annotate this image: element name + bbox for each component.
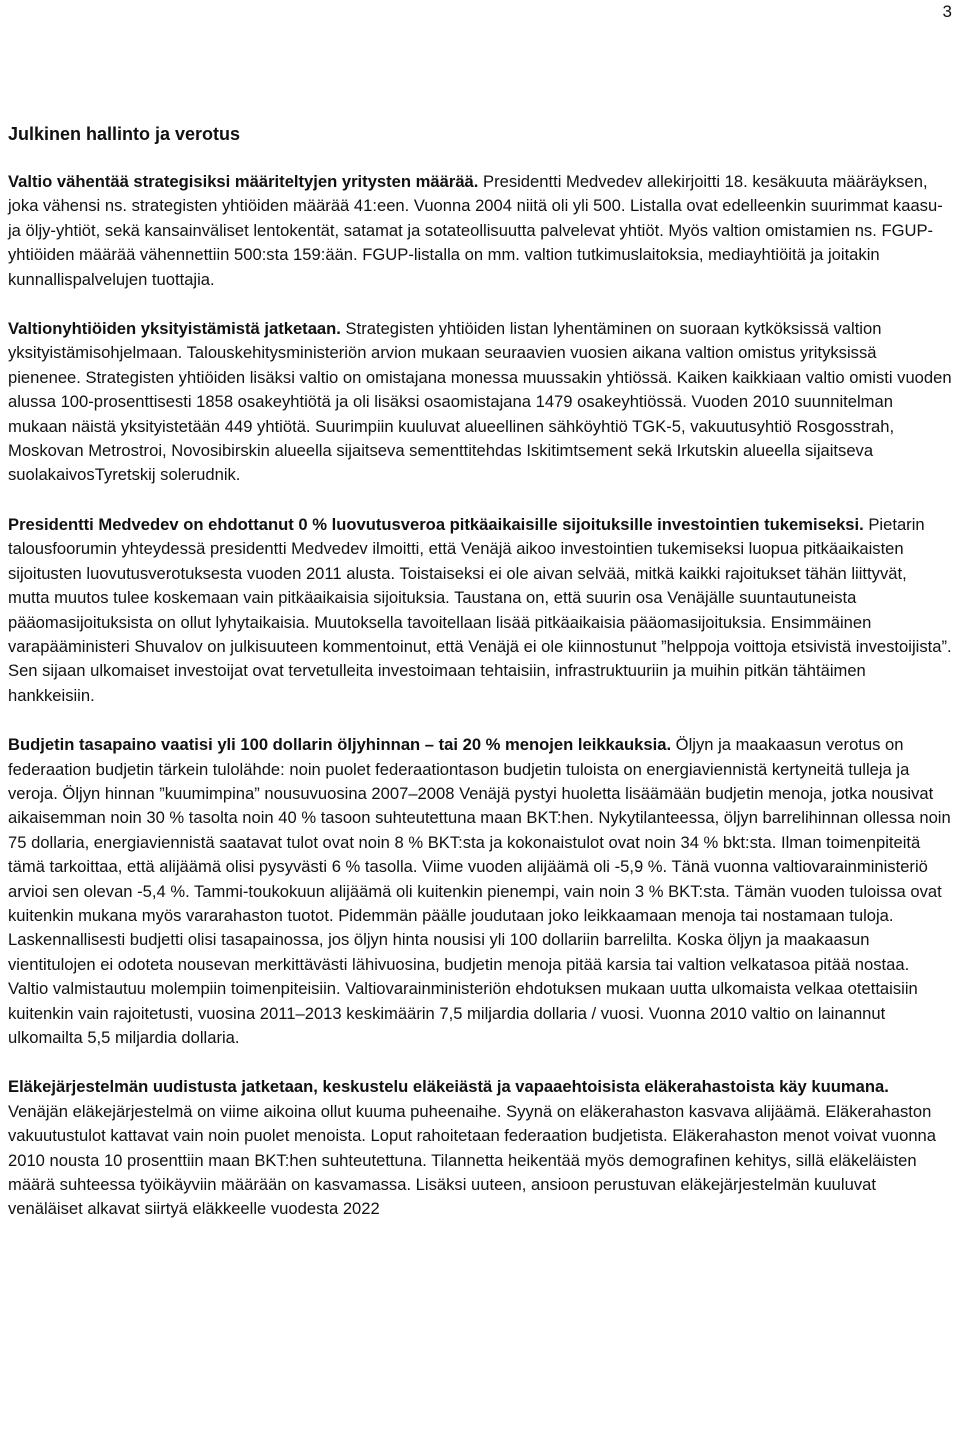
paragraph-pension-reform bbox=[8, 1075, 952, 1221]
paragraph-body: Pietarin talousfoorumin yhteydessä presidentti Medvedev ilmoitti, että Venäjä aikoo investointien tukemiseksi luopua pitkäaikaisten sijoitusten luovutusverotuksesta vuoden 2011 alusta. Toistaiseksi ei ole aivan selvää, mitkä kaikki rajoitukset tähän liittyvät, mutta muutos tulee koskemaan vain pitkäaikaisia sijoituksia. Taustana on, että suurin osa Venäjälle suuntautuneista pääomasijoituksista on ollut lyhytaikaisia. Muutoksella tavoitellaan lisää pitkäaikaisia pääomasijoituksia. Ensimmäinen varapääministeri Shuvalov on julkisuuteen kommentoinut, että Venäjä ei ole kiinnostunut ”helppoja voittoja etsivistä investoijista”. Sen sijaan ulkomaiset investoijat ovat tervetulleita investoimaan tehtaisiin, infrastruktuuriin ja muihin pitkän tähtäimen hankkeisiin. bbox=[8, 514, 952, 705]
paragraph-lead: Eläkejärjestelmän uudistusta jatketaan, keskustelu eläkeiästä ja vapaaehtoisista eläkerahastoista käy kuumana. bbox=[8, 1077, 889, 1097]
paragraph-lead: Presidentti Medvedev on ehdottanut 0 % luovutusveroa pitkäaikaisille sijoituksille investointien tukemiseksi. bbox=[8, 514, 864, 534]
paragraph-body: Öljyn ja maakaasun verotus on federaation budjetin tärkein tulolähde: noin puolet federaationtason budjetin tuloista on energiaviennistä kertyneitä tulleja ja veroja. Öljyn hinnan ”kuumimpina” nousuvuosina 2007–2008 Venäjä pystyi huoletta lisäämään budjetin menoja, jotka nousivat aikaisemman noin 30 % tasolta noin 40 % tasoon suhteutettuna maan BKT:hen. Nykytilanteessa, öljyn barrelihinnan ollessa noin 75 dollaria, energiaviennistä saatavat tulot ovat noin 8 % BKT:sta ja kokonaistulot ovat noin 34 % bkt:sta. Ilman toimenpiteitä tämä tarkoittaa, että alijäämä olisi pysyvästi 6 % tasolla. Viime vuoden alijäämä oli -5,9 %. Tänä vuonna valtiovarainministeriö arvioi sen olevan -5,4 %. Tammi-toukokuun alijäämä oli kuitenkin pienempi, vain noin 3 % BKT:sta. Tämän vuoden tuloissa ovat kuitenkin mukana myös vararahaston tuotot. Pidemmän päälle joudutaan joko leikkaamaan menoja tai nostamaan tuloja. Laskennallisesti budjetti olisi tasapainossa, jos öljyn hinta nousisi yli 100 dollariin barrelilta. Koska öljyn ja maakaasun vientitulojen ei odoteta nousevan merkittävästi lähivuosina, budjetin menoja pitää karsia tai valtion velkatasoa pitää nostaa. Valtio valmistautuu molempiin toimenpiteisiin. Valtiovarainministeriön ehdotuksen mukaan uutta ulkomaista velkaa otettaisiin kuitenkin vain rajoitetusti, vuosina 2011–2013 keskimäärin 7,5 miljardia dollaria / vuosi. Vuonna 2010 valtio on lainannut ulkomailta 5,5 miljardia dollaria. bbox=[8, 735, 951, 1047]
paragraph-lead: Budjetin tasapaino vaatisi yli 100 dollarin öljyhinnan – tai 20 % menojen leikkauksia. bbox=[8, 735, 672, 755]
paragraph-body: Venäjän eläkejärjestelmä on viime aikoina ollut kuuma puheenaihe. Syynä on eläkerahaston kasvava alijäämä. Eläkerahaston vakuutustulot kattavat vain noin puolet menoista. Loput rahoitetaan federaation budjetista. Eläkerahaston menot voivat vuonna 2010 nousta 10 prosenttiin maan BKT:hen suhteutettuna. Tilannetta heikentää myös demografinen kehitys, sillä eläkeläisten määrä suhteessa työikäyviin määrään on kasvamassa. Lisäksi uuteen, ansioon perustuvan eläkejärjestelmän kuuluvat venäläiset alkavat siirtyä eläkkeelle vuodesta 2022 bbox=[8, 1101, 937, 1219]
paragraph-budget-balance bbox=[8, 733, 952, 1050]
paragraph-privatization bbox=[8, 317, 952, 488]
document-body bbox=[8, 122, 952, 1247]
paragraph-capital-gains-tax bbox=[8, 513, 952, 708]
paragraph-lead: Valtio vähentää strategisiksi määriteltyjen yritysten määrää. bbox=[8, 172, 479, 191]
page-number: 3 bbox=[942, 2, 952, 21]
paragraph-body: Strategisten yhtiöiden listan lyhentäminen on suoraan kytköksissä valtion yksityistämisohjelmaan. Talouskehitysministeriön arvion mukaan seuraavien vuosien aikana valtion omistus yrityksissä pienenee. Strategisten yhtiöiden lisäksi valtio on omistajana monessa muussakin yhtiössä. Kaiken kaikkiaan valtio omisti vuoden alussa 100-prosenttisesti 1858 osakeyhtiötä ja oli lisäksi osaomistajana 1479 osakeyhtiössä. Vuoden 2010 suunnitelman mukaan näistä yksityistetään 449 yhtiötä. Suurimpiin kuuluvat alueellinen sähköyhtiö TGK-5, vakuutusyhtiö Rosgosstrah, Moskovan Metrostroi, Novosibirskin alueella sijaitseva sementtitehdas Iskitimtsement sekä Irkutskin alueella sijaitseva suolakaivosTyretskij solerudnik. bbox=[8, 319, 952, 485]
paragraph-strategic-companies bbox=[8, 170, 952, 292]
paragraph-lead: Valtionyhtiöiden yksityistämistä jatketaan. bbox=[8, 319, 341, 339]
paragraph-body: Presidentti Medvedev allekirjoitti 18. kesäkuuta määräyksen, joka vähensi ns. strategisten yhtiöiden määrää 41:een. Vuonna 2004 niitä oli yli 500. Listalla ovat edelleenkin suurimmat kaasu- ja öljy-yhtiöt, sekä kansainväliset lentokentät, satamat ja sotateollisuutta palvelevat yhtiöt. Myös valtion omistamien ns. FGUP-yhtiöiden määrää vähennettiin 500:sta 159:ään. FGUP-listalla on mm. valtion tutkimuslaitoksia, mediayhtiöitä ja joitakin kunnallispalvelujen tuottajia. bbox=[8, 172, 943, 289]
section-heading: Julkinen hallinto ja verotus bbox=[8, 124, 241, 144]
